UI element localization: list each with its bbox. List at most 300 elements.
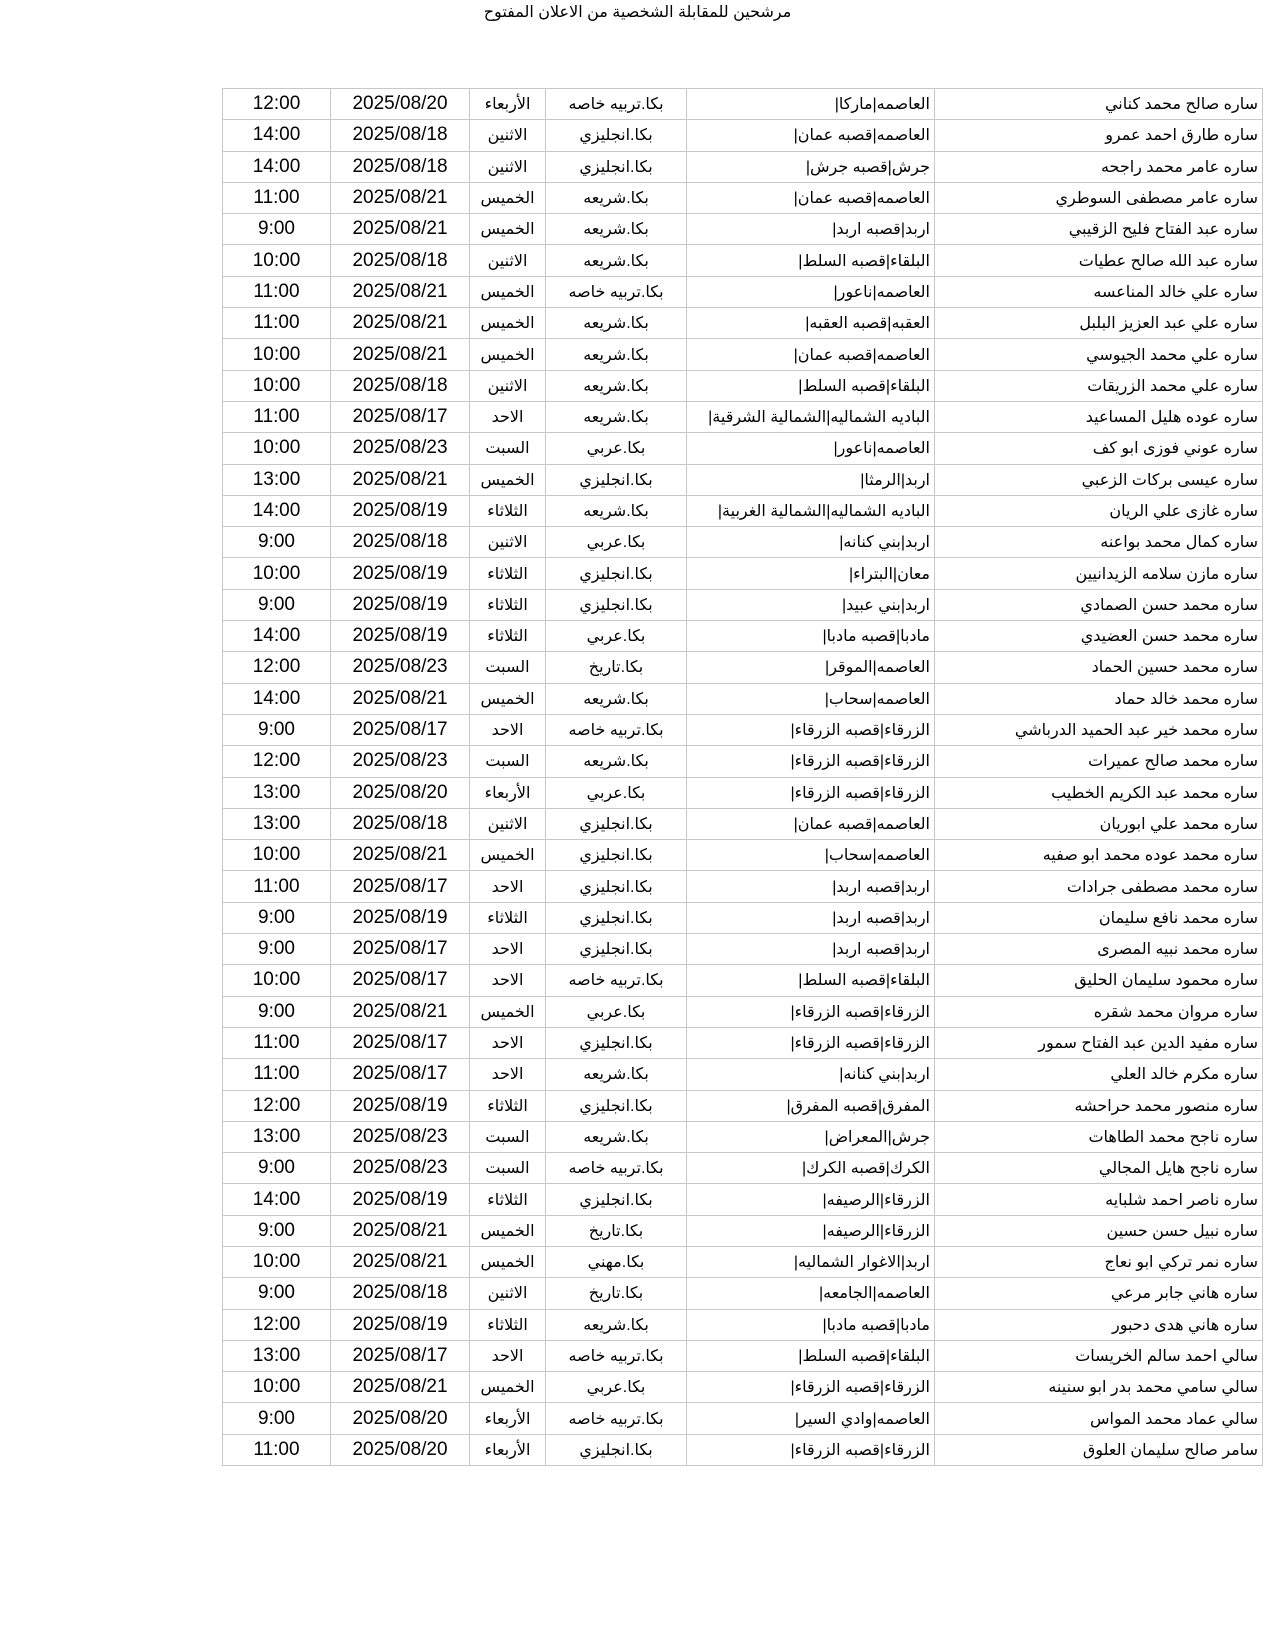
cell-major: بكا.شريعه [546,1059,687,1090]
cell-major: بكا.شريعه [546,1309,687,1340]
cell-time: 11:00 [223,308,331,339]
cell-day: الثلاثاء [470,621,546,652]
cell-date: 2025/08/20 [331,1434,470,1465]
table-row [223,245,1263,276]
cell-date: 2025/08/23 [331,1121,470,1152]
cell-major: بكا.تربيه خاصه [546,1340,687,1371]
cell-major: بكا.انجليزي [546,1090,687,1121]
table-row [223,1059,1263,1090]
cell-name: ساره محمود سليمان الحليق [935,965,1263,996]
cell-day: الاحد [470,714,546,745]
cell-date: 2025/08/17 [331,1027,470,1058]
table-row [223,558,1263,589]
cell-region: اربد|بني كنانه| [687,1059,935,1090]
cell-date: 2025/08/19 [331,1309,470,1340]
cell-name: ساره عبد الفتاح فليح الزقيبي [935,214,1263,245]
cell-day: الخميس [470,339,546,370]
cell-day: الخميس [470,1215,546,1246]
cell-name: سامر صالح سليمان العلوق [935,1434,1263,1465]
cell-day: الثلاثاء [470,902,546,933]
cell-day: السبت [470,1153,546,1184]
cell-time: 9:00 [223,1278,331,1309]
cell-date: 2025/08/17 [331,965,470,996]
cell-major: بكا.شريعه [546,214,687,245]
cell-name: ساره كمال محمد بواعنه [935,527,1263,558]
table-row [223,1403,1263,1434]
cell-time: 11:00 [223,1434,331,1465]
cell-time: 10:00 [223,370,331,401]
cell-date: 2025/08/17 [331,1059,470,1090]
table-row [223,433,1263,464]
cell-name: ساره ناجح هايل المجالي [935,1153,1263,1184]
cell-region: العاصمه|ناعور| [687,433,935,464]
cell-name: سالي سامي محمد بدر ابو سنينه [935,1372,1263,1403]
cell-major: بكا.عربي [546,1372,687,1403]
cell-major: بكا.شريعه [546,308,687,339]
cell-major: بكا.تاريخ [546,1215,687,1246]
cell-day: السبت [470,1121,546,1152]
table-row [223,1309,1263,1340]
cell-time: 14:00 [223,683,331,714]
table-row [223,777,1263,808]
cell-time: 14:00 [223,151,331,182]
cell-time: 9:00 [223,589,331,620]
cell-region: البلقاء|قصبه السلط| [687,965,935,996]
table-row [223,495,1263,526]
cell-day: الخميس [470,214,546,245]
cell-major: بكا.انجليزي [546,558,687,589]
cell-major: بكا.شريعه [546,182,687,213]
cell-name: ساره عبد الله صالح عطيات [935,245,1263,276]
cell-date: 2025/08/23 [331,433,470,464]
cell-time: 11:00 [223,276,331,307]
cell-day: الاثنين [470,245,546,276]
table-row [223,1215,1263,1246]
cell-region: اربد|قصبه اربد| [687,214,935,245]
cell-name: ساره محمد صالح عميرات [935,746,1263,777]
cell-region: العقبه|قصبه العقبه| [687,308,935,339]
cell-time: 14:00 [223,1184,331,1215]
cell-date: 2025/08/21 [331,840,470,871]
cell-region: العاصمه|وادي السير| [687,1403,935,1434]
table-row [223,527,1263,558]
cell-region: الزرقاء|قصبه الزرقاء| [687,1434,935,1465]
cell-time: 12:00 [223,1309,331,1340]
table-row [223,1121,1263,1152]
cell-name: ساره مازن سلامه الزيدانيين [935,558,1263,589]
cell-region: مادبا|قصبه مادبا| [687,1309,935,1340]
cell-day: الأربعاء [470,1434,546,1465]
cell-name: ساره علي محمد الزريقات [935,370,1263,401]
cell-date: 2025/08/18 [331,245,470,276]
cell-date: 2025/08/21 [331,1246,470,1277]
cell-day: الاحد [470,934,546,965]
cell-region: الكرك|قصبه الكرك| [687,1153,935,1184]
cell-day: الخميس [470,308,546,339]
cell-name: ساره عامر مصطفى السوطري [935,182,1263,213]
cell-date: 2025/08/17 [331,714,470,745]
cell-region: الباديه الشماليه|الشمالية الشرقية| [687,401,935,432]
cell-name: ساره محمد نبيه المصرى [935,934,1263,965]
cell-major: بكا.عربي [546,996,687,1027]
table-row [223,370,1263,401]
cell-date: 2025/08/21 [331,683,470,714]
table-row [223,1340,1263,1371]
cell-day: الثلاثاء [470,558,546,589]
cell-region: الزرقاء|قصبه الزرقاء| [687,777,935,808]
cell-date: 2025/08/19 [331,558,470,589]
cell-region: العاصمه|قصبه عمان| [687,182,935,213]
cell-name: ساره مكرم خالد العلي [935,1059,1263,1090]
cell-major: بكا.شريعه [546,370,687,401]
cell-region: مادبا|قصبه مادبا| [687,621,935,652]
table-row [223,1153,1263,1184]
cell-day: الخميس [470,683,546,714]
cell-date: 2025/08/19 [331,495,470,526]
cell-name: ساره مفيد الدين عبد الفتاح سمور [935,1027,1263,1058]
cell-date: 2025/08/19 [331,621,470,652]
cell-time: 11:00 [223,1027,331,1058]
cell-region: جرش|قصبه جرش| [687,151,935,182]
cell-major: بكا.مهني [546,1246,687,1277]
cell-major: بكا.شريعه [546,495,687,526]
cell-time: 12:00 [223,89,331,120]
cell-time: 14:00 [223,495,331,526]
cell-name: ساره صالح محمد كناني [935,89,1263,120]
cell-region: الزرقاء|قصبه الزرقاء| [687,996,935,1027]
cell-major: بكا.انجليزي [546,120,687,151]
cell-major: بكا.تربيه خاصه [546,1403,687,1434]
cell-day: الاحد [470,1340,546,1371]
cell-date: 2025/08/18 [331,370,470,401]
cell-day: الخميس [470,1372,546,1403]
cell-day: الاثنين [470,1278,546,1309]
cell-name: ساره نمر تركي ابو نعاج [935,1246,1263,1277]
cell-name: ساره محمد علي ابوريان [935,808,1263,839]
cell-date: 2025/08/18 [331,151,470,182]
table-row [223,182,1263,213]
cell-date: 2025/08/19 [331,902,470,933]
cell-time: 10:00 [223,339,331,370]
cell-time: 12:00 [223,652,331,683]
cell-time: 9:00 [223,1153,331,1184]
cell-region: اربد|بني عبيد| [687,589,935,620]
cell-date: 2025/08/21 [331,996,470,1027]
cell-date: 2025/08/21 [331,1372,470,1403]
table-row [223,89,1263,120]
cell-time: 12:00 [223,1090,331,1121]
table-row [223,996,1263,1027]
cell-region: جرش|المعراض| [687,1121,935,1152]
cell-day: الاحد [470,965,546,996]
cell-time: 9:00 [223,214,331,245]
cell-name: ساره عوده هليل المساعيد [935,401,1263,432]
cell-region: البلقاء|قصبه السلط| [687,1340,935,1371]
cell-date: 2025/08/23 [331,1153,470,1184]
cell-time: 9:00 [223,1403,331,1434]
table-row [223,464,1263,495]
cell-name: ساره محمد عبد الكريم الخطيب [935,777,1263,808]
table-row [223,1246,1263,1277]
table-row [223,808,1263,839]
cell-time: 9:00 [223,902,331,933]
cell-date: 2025/08/21 [331,1215,470,1246]
cell-day: الخميس [470,840,546,871]
cell-region: اربد|الاغوار الشماليه| [687,1246,935,1277]
cell-time: 13:00 [223,808,331,839]
cell-date: 2025/08/18 [331,808,470,839]
cell-major: بكا.تربيه خاصه [546,965,687,996]
table-row [223,871,1263,902]
cell-time: 9:00 [223,714,331,745]
table-row [223,339,1263,370]
cell-major: بكا.شريعه [546,339,687,370]
cell-major: بكا.شريعه [546,245,687,276]
table-row [223,1184,1263,1215]
cell-region: العاصمه|قصبه عمان| [687,339,935,370]
cell-major: بكا.انجليزي [546,151,687,182]
cell-region: البلقاء|قصبه السلط| [687,245,935,276]
cell-name: ساره ناجح محمد الطاهات [935,1121,1263,1152]
cell-major: بكا.تربيه خاصه [546,1153,687,1184]
cell-major: بكا.شريعه [546,683,687,714]
cell-region: اربد|قصبه اربد| [687,902,935,933]
cell-major: بكا.شريعه [546,401,687,432]
cell-major: بكا.شريعه [546,746,687,777]
cell-name: ساره هاني هدى دحبور [935,1309,1263,1340]
cell-time: 13:00 [223,777,331,808]
table-row [223,902,1263,933]
cell-day: السبت [470,652,546,683]
table-row [223,276,1263,307]
cell-day: السبت [470,746,546,777]
cell-region: العاصمه|قصبه عمان| [687,808,935,839]
cell-major: بكا.شريعه [546,1121,687,1152]
cell-name: ساره هاني جابر مرعي [935,1278,1263,1309]
cell-time: 12:00 [223,746,331,777]
cell-major: بكا.عربي [546,777,687,808]
cell-time: 9:00 [223,1215,331,1246]
cell-region: العاصمه|ناعور| [687,276,935,307]
cell-date: 2025/08/21 [331,308,470,339]
cell-day: الخميس [470,182,546,213]
table-row [223,840,1263,871]
cell-region: الزرقاء|الرصيفه| [687,1184,935,1215]
cell-name: ساره محمد خير عبد الحميد الدرباشي [935,714,1263,745]
cell-name: ساره طارق احمد عمرو [935,120,1263,151]
cell-major: بكا.انجليزي [546,934,687,965]
cell-time: 9:00 [223,527,331,558]
cell-day: الاحد [470,871,546,902]
cell-major: بكا.تربيه خاصه [546,714,687,745]
cell-name: ساره منصور محمد حراحشه [935,1090,1263,1121]
cell-time: 10:00 [223,433,331,464]
cell-day: الاثنين [470,151,546,182]
table-row [223,308,1263,339]
table-row [223,683,1263,714]
cell-date: 2025/08/21 [331,182,470,213]
cell-name: ساره محمد عوده محمد ابو صفيه [935,840,1263,871]
cell-region: المفرق|قصبه المفرق| [687,1090,935,1121]
cell-time: 10:00 [223,965,331,996]
cell-major: بكا.انجليزي [546,1434,687,1465]
table-row [223,652,1263,683]
cell-date: 2025/08/19 [331,1090,470,1121]
cell-name: ساره محمد خالد حماد [935,683,1263,714]
cell-time: 9:00 [223,934,331,965]
cell-region: اربد|الرمثا| [687,464,935,495]
cell-region: العاصمه|الجامعه| [687,1278,935,1309]
cell-major: بكا.انجليزي [546,1027,687,1058]
cell-day: الاحد [470,1059,546,1090]
cell-major: بكا.انجليزي [546,1184,687,1215]
cell-region: البلقاء|قصبه السلط| [687,370,935,401]
table-body [223,89,1263,1466]
cell-day: الأربعاء [470,777,546,808]
cell-region: الزرقاء|الرصيفه| [687,1215,935,1246]
cell-day: الثلاثاء [470,1309,546,1340]
table-row [223,401,1263,432]
cell-date: 2025/08/21 [331,214,470,245]
page-title: مرشحين للمقابلة الشخصية من الاعلان المفتوح [483,4,792,21]
cell-region: معان|البتراء| [687,558,935,589]
cell-date: 2025/08/21 [331,464,470,495]
cell-major: بكا.انجليزي [546,902,687,933]
cell-name: ساره غازى علي الريان [935,495,1263,526]
cell-name: سالي عماد محمد المواس [935,1403,1263,1434]
cell-date: 2025/08/23 [331,652,470,683]
cell-time: 13:00 [223,1340,331,1371]
table-row [223,120,1263,151]
cell-date: 2025/08/18 [331,527,470,558]
cell-day: الأربعاء [470,89,546,120]
cell-date: 2025/08/17 [331,871,470,902]
cell-major: بكا.انجليزي [546,464,687,495]
cell-day: الاثنين [470,808,546,839]
table-row [223,589,1263,620]
cell-time: 11:00 [223,182,331,213]
cell-time: 10:00 [223,558,331,589]
cell-region: الزرقاء|قصبه الزرقاء| [687,746,935,777]
cell-major: بكا.انجليزي [546,840,687,871]
cell-date: 2025/08/20 [331,1403,470,1434]
cell-name: ساره علي محمد الجيوسي [935,339,1263,370]
cell-region: الباديه الشماليه|الشمالية الغربية| [687,495,935,526]
cell-major: بكا.عربي [546,433,687,464]
table-row [223,1090,1263,1121]
cell-name: ساره محمد مصطفى جرادات [935,871,1263,902]
table-row [223,621,1263,652]
table-row [223,151,1263,182]
cell-name: ساره علي عبد العزيز البلبل [935,308,1263,339]
cell-time: 10:00 [223,840,331,871]
cell-region: العاصمه|سحاب| [687,683,935,714]
cell-region: اربد|قصبه اربد| [687,934,935,965]
cell-time: 11:00 [223,871,331,902]
cell-day: الثلاثاء [470,495,546,526]
cell-date: 2025/08/17 [331,401,470,432]
table-row [223,1372,1263,1403]
cell-name: ساره عامر محمد راجحه [935,151,1263,182]
cell-day: الثلاثاء [470,589,546,620]
cell-day: الاثنين [470,370,546,401]
table-row [223,746,1263,777]
cell-day: الأربعاء [470,1403,546,1434]
cell-date: 2025/08/20 [331,777,470,808]
table-row [223,214,1263,245]
cell-date: 2025/08/21 [331,276,470,307]
cell-name: سالي احمد سالم الخريسات [935,1340,1263,1371]
cell-date: 2025/08/18 [331,1278,470,1309]
cell-date: 2025/08/20 [331,89,470,120]
cell-day: الخميس [470,996,546,1027]
table-row [223,1278,1263,1309]
cell-day: الخميس [470,1246,546,1277]
table-row [223,1027,1263,1058]
cell-name: ساره ناصر احمد شلبايه [935,1184,1263,1215]
cell-date: 2025/08/23 [331,746,470,777]
cell-day: الاثنين [470,527,546,558]
table-row [223,934,1263,965]
cell-region: الزرقاء|قصبه الزرقاء| [687,1027,935,1058]
cell-major: بكا.عربي [546,621,687,652]
cell-name: ساره محمد حسن الصمادي [935,589,1263,620]
cell-date: 2025/08/19 [331,589,470,620]
cell-major: بكا.تاريخ [546,652,687,683]
cell-region: العاصمه|قصبه عمان| [687,120,935,151]
cell-time: 14:00 [223,120,331,151]
cell-date: 2025/08/17 [331,934,470,965]
cell-time: 10:00 [223,1246,331,1277]
cell-day: الاحد [470,1027,546,1058]
cell-name: ساره علي خالد المناعسه [935,276,1263,307]
cell-major: بكا.تاريخ [546,1278,687,1309]
cell-day: الخميس [470,464,546,495]
cell-major: بكا.انجليزي [546,589,687,620]
cell-major: بكا.انجليزي [546,808,687,839]
cell-major: بكا.تربيه خاصه [546,276,687,307]
table-row [223,714,1263,745]
cell-time: 13:00 [223,1121,331,1152]
cell-name: ساره نبيل حسن حسين [935,1215,1263,1246]
cell-name: ساره محمد حسن العضيدي [935,621,1263,652]
cell-day: الثلاثاء [470,1090,546,1121]
cell-region: اربد|قصبه اربد| [687,871,935,902]
cell-region: العاصمه|سحاب| [687,840,935,871]
cell-day: الثلاثاء [470,1184,546,1215]
cell-name: ساره مروان محمد شقره [935,996,1263,1027]
cell-major: بكا.عربي [546,527,687,558]
cell-time: 10:00 [223,245,331,276]
cell-name: ساره محمد نافع سليمان [935,902,1263,933]
cell-major: بكا.تربيه خاصه [546,89,687,120]
table-row [223,1434,1263,1465]
cell-time: 13:00 [223,464,331,495]
cell-date: 2025/08/17 [331,1340,470,1371]
cell-name: ساره عيسى بركات الزعبي [935,464,1263,495]
cell-major: بكا.انجليزي [546,871,687,902]
cell-name: ساره محمد حسين الحماد [935,652,1263,683]
cell-day: الاحد [470,401,546,432]
cell-region: الزرقاء|قصبه الزرقاء| [687,1372,935,1403]
cell-day: الخميس [470,276,546,307]
cell-date: 2025/08/19 [331,1184,470,1215]
cell-date: 2025/08/21 [331,339,470,370]
cell-day: الاثنين [470,120,546,151]
cell-time: 9:00 [223,996,331,1027]
cell-day: السبت [470,433,546,464]
candidates-table [222,88,1263,1466]
